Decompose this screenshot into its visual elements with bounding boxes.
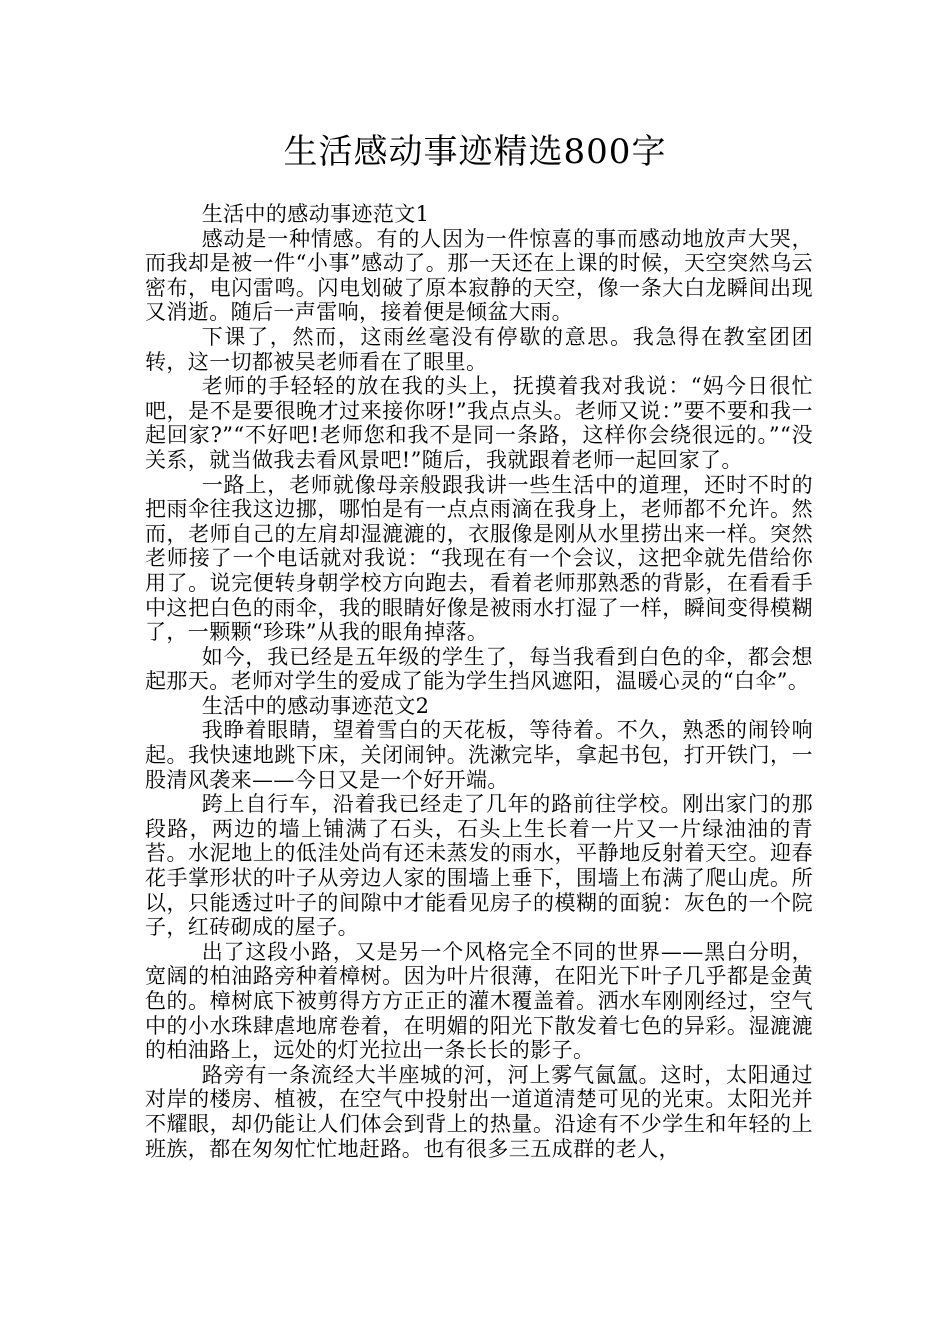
- paragraph: 如今，我已经是五年级的学生了，每当我看到白色的伞，都会想起那天。老师对学生的爱成了能为学生挡风遮阳，温暖心灵的“白伞”。: [145, 644, 813, 694]
- section-heading-2: 生活中的感动事迹范文2: [201, 693, 430, 718]
- paragraph: 跨上自行车，沿着我已经走了几年的路前往学校。刚出家门的那段路，两边的墙上铺满了石头，石头上生长着一片又一片绿油油的青苔。水泥地上的低洼处尚有还未蒸发的雨水，平静地反射着天空。迎春花手掌形状的叶子从旁边人家的围墙上垂下，围墙上布满了爬山虎。所以，只能透过叶子的间隙中才能看见房子的模糊的面貌：灰色的一个院子，红砖砌成的屋子。: [145, 792, 813, 940]
- paragraph: 老师的手轻轻的放在我的头上，抚摸着我对我说：“妈今日很忙吧，是不是要很晚才过来接你呀!”我点点头。老师又说：”要不要和我一起回家?”“不好吧!老师您和我不是同一条路，这样你会绕很远的。”“没关系，就当做我去看风景吧!”随后，我就跟着老师一起回家了。: [145, 374, 813, 472]
- document-body: [145, 202, 813, 1161]
- paragraph: 感动是一种情感。有的人因为一件惊喜的事而感动地放声大哭，而我却是被一件“小事”感动了。那一天还在上课的时候，天空突然乌云密布，电闪雷鸣。闪电划破了原本寂静的天空，像一条大白龙瞬间出现又消逝。随后一声雷响，接着便是倾盆大雨。: [145, 226, 813, 325]
- paragraph: 路旁有一条流经大半座城的河，河上雾气氤氲。这时，太阳通过对岸的楼房、植被，在空气中投射出一道道清楚可见的光束。太阳光并不耀眼，却仍能让人们体会到背上的热量。沿途有不少学生和年轻的上班族，都在匆匆忙忙地赶路。也有很多三五成群的老人，: [145, 1062, 813, 1161]
- paragraph: 一路上，老师就像母亲般跟我讲一些生活中的道理，还时不时的把雨伞往我这边挪，哪怕是有一点点雨滴在我身上，老师都不允许。然而，老师自己的左肩却湿漉漉的，衣服像是刚从水里捞出来一样。突然老师接了一个电话就对我说：“我现在有一个会议，这把伞就先借给你用了。说完便转身朝学校方向跑去，看着老师那熟悉的背影，在看看手中这把白色的雨伞，我的眼睛好像是被雨水打湿了一样，瞬间变得模糊了，一颗颗“珍珠”从我的眼角掉落。: [145, 472, 813, 645]
- section-heading-1: 生活中的感动事迹范文1: [201, 202, 430, 226]
- paragraph: 出了这段小路，又是另一个风格完全不同的世界——黑白分明，宽阔的柏油路旁种着樟树。因为叶片很薄，在阳光下叶子几乎都是金黄色的。樟树底下被剪得方方正正的灌木覆盖着。洒水车刚刚经过，空气中的小水珠肆虐地席卷着，在明媚的阳光下散发着七色的异彩。湿漉漉的柏油路上，远处的灯光拉出一条长长的影子。: [145, 939, 813, 1063]
- paragraph: 下课了，然而，这雨丝毫没有停歇的意思。我急得在教室团团转，这一切都被吴老师看在了眼里。: [145, 324, 813, 374]
- document-title: 生活感动事迹精选800字: [283, 132, 667, 172]
- paragraph: 我睁着眼睛，望着雪白的天花板，等待着。不久，熟悉的闹铃响起。我快速地跳下床，关闭闹钟。洗漱完毕，拿起书包，打开铁门，一股清风袭来——今日又是一个好开端。: [145, 718, 813, 792]
